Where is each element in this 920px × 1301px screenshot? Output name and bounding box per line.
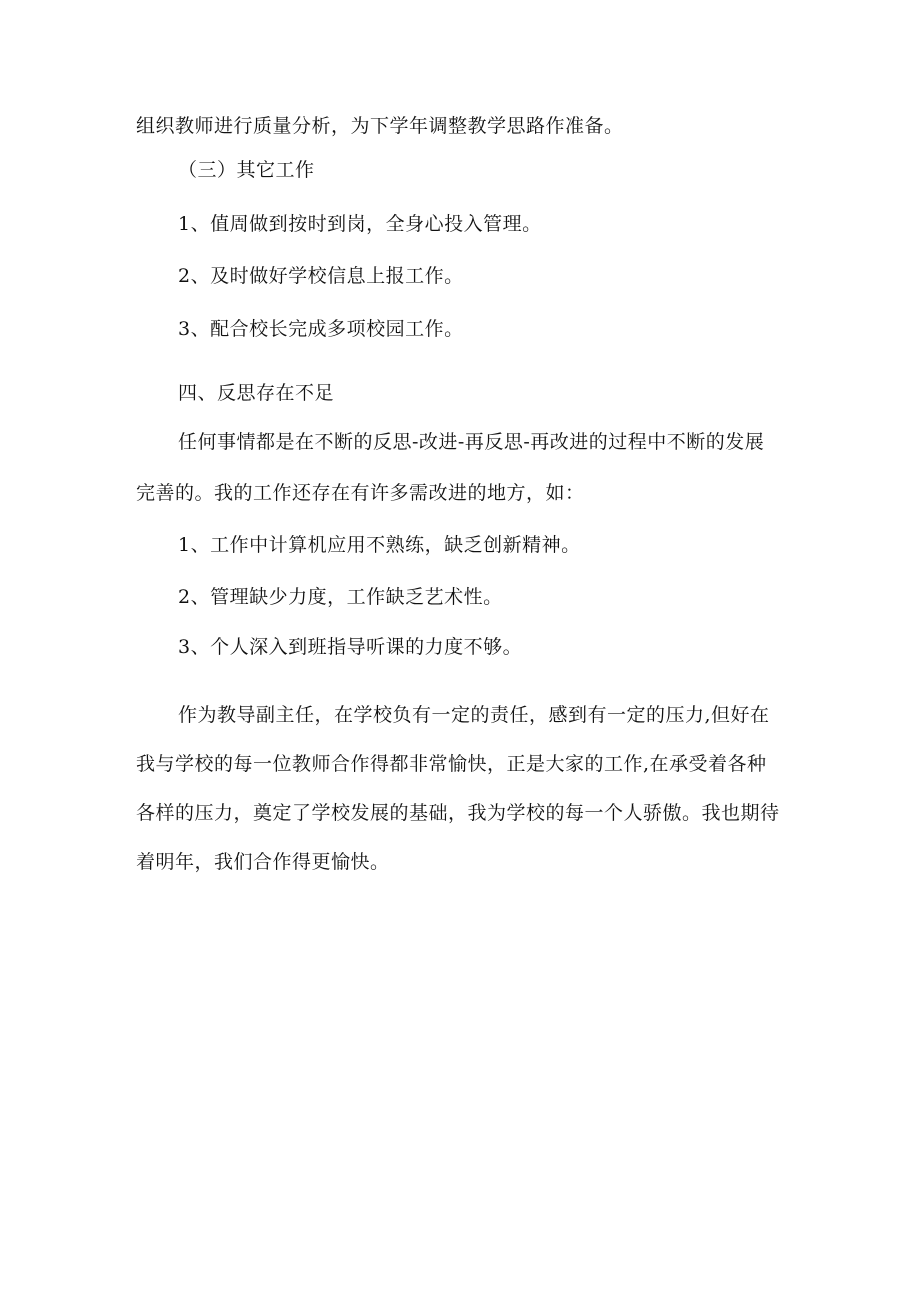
list-item: 3、个人深入到班指导听课的力度不够。 [178,636,523,658]
paragraph-line: 各样的压力，奠定了学校发展的基础，我为学校的每一个人骄傲。我也期待 [136,802,780,824]
paragraph-line: 着明年，我们合作得更愉快。 [136,851,390,873]
list-item: 3、配合校长完成多项校园工作。 [178,318,464,340]
section-heading-reflection: 四、反思存在不足 [178,382,335,404]
paragraph-line: 组织教师进行质量分析，为下学年调整教学思路作准备。 [136,115,624,137]
paragraph-line: 任何事情都是在不断的反思-改进-再反思-再改进的过程中不断的发展 [178,431,765,453]
list-item: 2、管理缺少力度，工作缺乏艺术性。 [178,586,503,608]
section-heading-other-work: （三）其它工作 [178,159,315,181]
paragraph-line: 我与学校的每一位教师合作得都非常愉快，正是大家的工作,在承受着各种 [136,753,767,775]
list-item: 1、值周做到按时到岗，全身心投入管理。 [178,213,542,235]
list-item: 1、工作中计算机应用不熟练，缺乏创新精神。 [178,534,581,556]
paragraph-line: 作为教导副主任，在学校负有一定的责任，感到有一定的压力,但好在 [178,704,770,726]
list-item: 2、及时做好学校信息上报工作。 [178,265,464,287]
paragraph-line: 完善的。我的工作还存在有许多需改进的地方，如： [136,482,585,504]
